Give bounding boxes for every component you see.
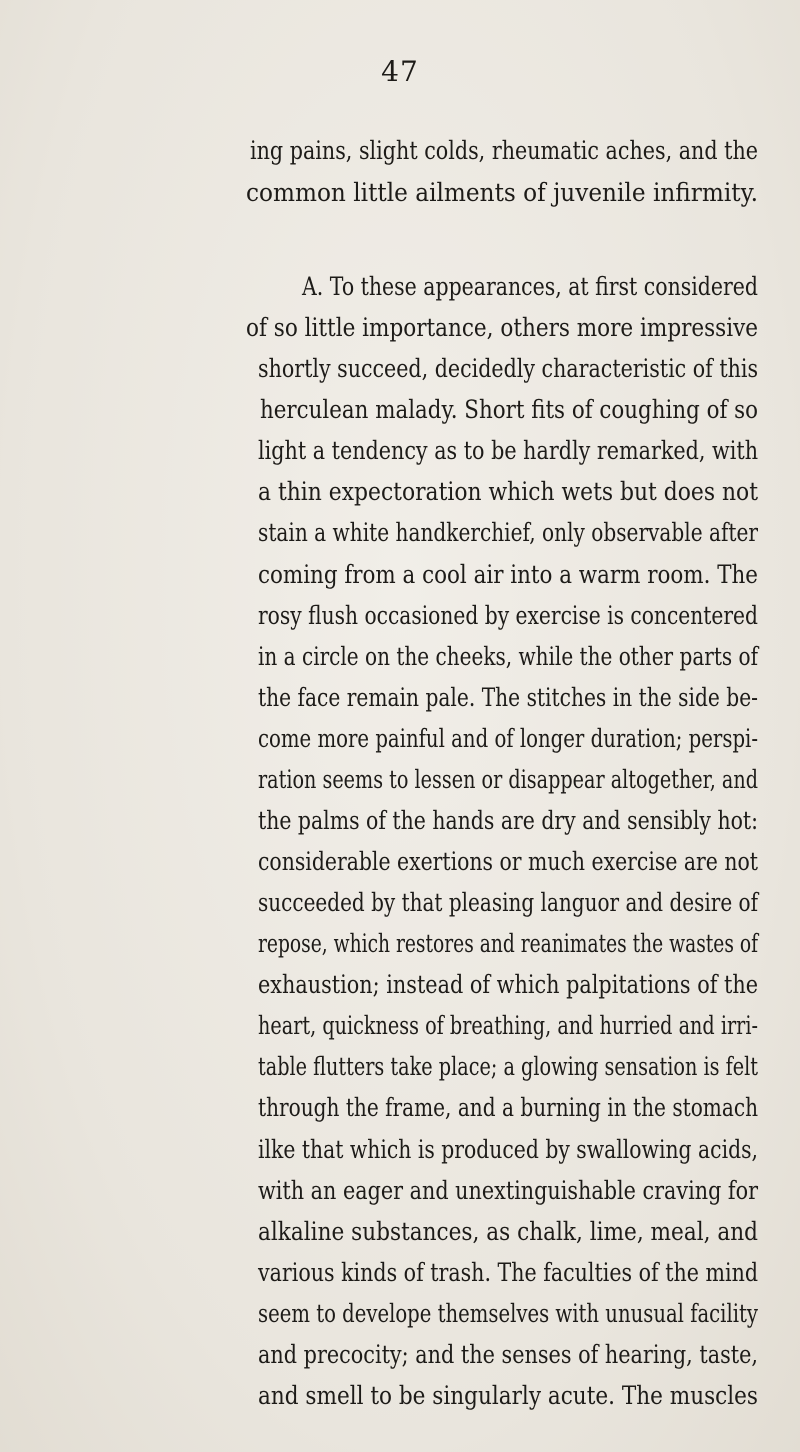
text-line-5: shortly succeed, decidedly characteristic of this bbox=[258, 354, 759, 383]
text-line-26: alkaline substances, as chalk, lime, meal, and bbox=[258, 1217, 758, 1246]
text-line-2: common little ailments of juvenile infirmity. bbox=[246, 178, 759, 207]
text-line-18: succeeded by that pleasing languor and desire of bbox=[258, 888, 758, 917]
text-line-7: light a tendency as to be hardly remarked, with bbox=[258, 436, 759, 465]
text-line-22: table flutters take place; a glowing sensation is felt bbox=[258, 1052, 759, 1081]
text-line-1: ing pains, slight colds, rheumatic aches, and the bbox=[250, 136, 759, 165]
text-line-10: coming from a cool air into a warm room. The bbox=[258, 560, 758, 589]
text-line-12: in a circle on the cheeks, while the other parts of bbox=[258, 642, 758, 671]
text-line-9: stain a white handkerchief, only observable after bbox=[258, 518, 759, 547]
page-number: 47 bbox=[381, 55, 419, 88]
text-line-4: of so little importance, others more impressive bbox=[246, 313, 759, 342]
text-line-27: various kinds of trash. The faculties of the mind bbox=[258, 1258, 759, 1287]
text-line-29: and precocity; and the senses of hearing, taste, bbox=[258, 1340, 759, 1369]
text-line-6: herculean malady. Short fits of coughing of so bbox=[260, 395, 758, 424]
text-line-20: exhaustion; instead of which palpitations of the bbox=[258, 970, 759, 999]
text-line-17: considerable exertions or much exercise are not bbox=[258, 847, 758, 876]
text-line-23: through the frame, and a burning in the stomach bbox=[258, 1093, 759, 1122]
text-line-24: ilke that which is produced by swallowing acids, bbox=[258, 1135, 759, 1164]
text-line-28: seem to develope themselves with unusual facility bbox=[258, 1299, 759, 1328]
text-line-14: come more painful and of longer duration; perspi- bbox=[258, 724, 759, 753]
text-line-30: and smell to be singularly acute. The muscles bbox=[258, 1381, 758, 1410]
text-line-19: repose, which restores and reanimates the wastes of bbox=[258, 929, 758, 958]
text-line-3: A. To these appearances, at first considered bbox=[302, 272, 758, 301]
text-line-21: heart, quickness of breathing, and hurried and irri- bbox=[258, 1011, 758, 1040]
text-line-8: a thin expectoration which wets but does not bbox=[258, 477, 758, 506]
text-line-15: ration seems to lessen or disappear altogether, and bbox=[258, 765, 758, 794]
text-line-16: the palms of the hands are dry and sensibly hot: bbox=[258, 806, 758, 835]
text-line-11: rosy flush occasioned by exercise is concentered bbox=[258, 601, 758, 630]
text-line-13: the face remain pale. The stitches in the side be- bbox=[258, 683, 758, 712]
text-line-25: with an eager and unextinguishable craving for bbox=[258, 1176, 759, 1205]
